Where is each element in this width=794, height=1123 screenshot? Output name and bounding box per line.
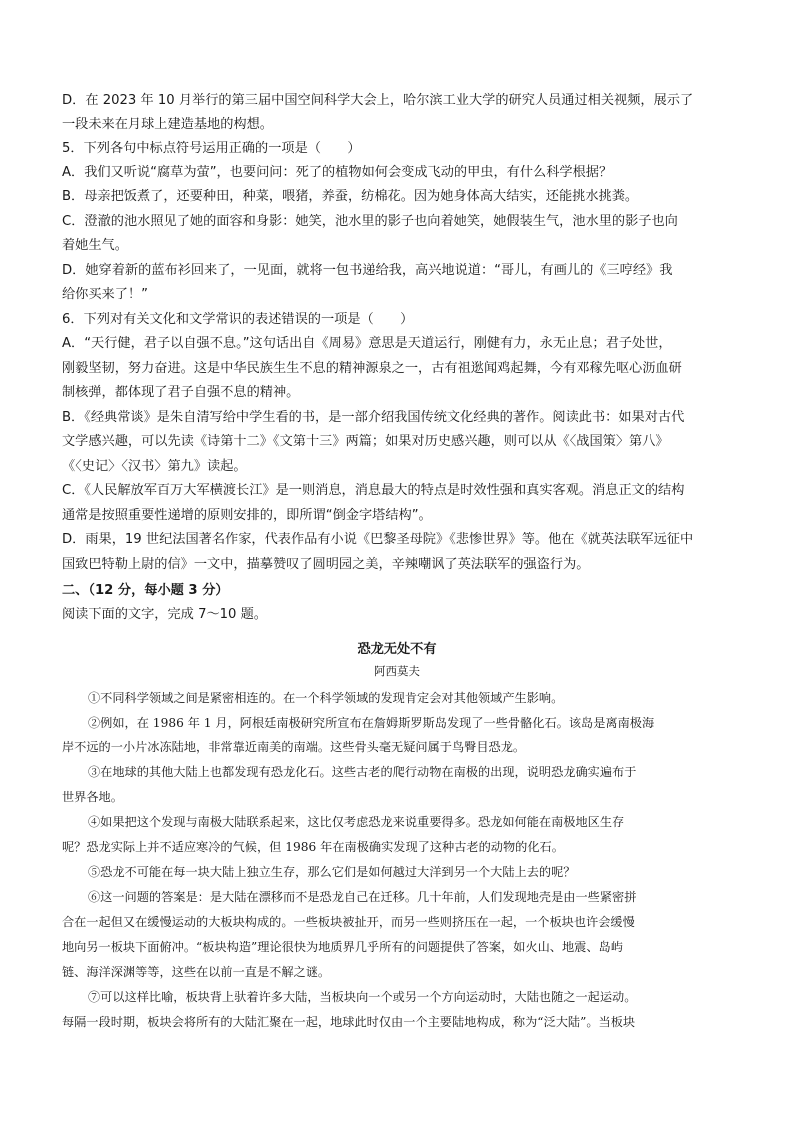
option-d: D．她穿着新的蓝布衫回来了，一见面，就将一包书递给我，高兴地说道：“哥儿，有画儿的《三哼经》我 bbox=[62, 263, 673, 278]
option-c: C．《人民解放军百万大军横渡长江》是一则消息，消息最大的特点是时效性强和真实客观。消息正文的结构 bbox=[62, 483, 685, 498]
article-author: 阿西莫夫 bbox=[374, 664, 420, 678]
paragraph-2: ②例如，在 1986 年 1 月，阿根廷南极研究所宣布在詹姆斯罗斯岛发现了一些骨骼化石。该岛是离南极海 bbox=[88, 716, 655, 730]
article-title: 恐龙无处不有 bbox=[357, 642, 437, 657]
text-line: 地向另一板块下面俯冲。“板块构造”理论很快为地质界几乎所有的问题提供了答案，如火山、地震、岛屿 bbox=[62, 940, 623, 954]
text-line: 通常是按照重要性递增的原则安排的，即所谓“倒金字塔结构”。 bbox=[62, 508, 432, 523]
paragraph-6: ⑥这一问题的答案是：是大陆在漂移而不是恐龙自己在迁移。几十年前，人们发现地壳是由一些紧密拼 bbox=[88, 890, 637, 904]
option-c: C．澄澈的池水照见了她的面容和身影：她笑，池水里的影子也向着她笑，她假装生气，池水里的影子也向 bbox=[62, 214, 678, 229]
text-line: 刚毅坚韧，努力奋进。这是中华民族生生不息的精神源泉之一，古有祖逖闻鸡起舞，今有邓稼先呕心沥血研 bbox=[62, 361, 682, 376]
text-line: 制核弹，都体现了君子自强不息的精神。 bbox=[62, 385, 300, 400]
option-d: D．雨果，19 世纪法国著名作家，代表作品有小说《巴黎圣母院》《悲惨世界》等。他在《就英法联军远征中 bbox=[62, 532, 694, 547]
option-a: A．我们又听说“腐草为萤”，也要问问：死了的植物如何会变成飞动的甲虫，有什么科学根据？ bbox=[62, 165, 613, 180]
text-line: 呢？恐龙实际上并不适应寒冷的气候，但 1986 年在南极确实发现了这种古老的动物的化石。 bbox=[62, 840, 564, 854]
paragraph-1: ①不同科学领域之间是紧密相连的。在一个科学领域的发现肯定会对其他领域产生影响。 bbox=[88, 691, 564, 705]
instruction: 阅读下面的文字，完成 7～10 题。 bbox=[62, 607, 267, 622]
option-b: B．母亲把饭煮了，还要种田，种菜，喂猪，养蚕，纺棉花。因为她身体高大结实，还能挑水挑粪。 bbox=[62, 189, 639, 204]
option-b: B．《经典常谈》是朱自清写给中学生看的书，是一部介绍我国传统文化经典的著作。阅读此书：如果对古代 bbox=[62, 410, 685, 425]
text-line: 一段未来在月球上建造基地的构想。 bbox=[62, 117, 273, 132]
option-a: A．“天行健，君子以自强不息。”这句话出自《周易》意思是天道运行，刚健有力，永无止息；君子处世， bbox=[62, 336, 672, 351]
text-line: 着她生气。 bbox=[62, 238, 128, 253]
text-line: 世界各地。 bbox=[62, 790, 123, 804]
text-line: 给你买来了！” bbox=[62, 287, 148, 302]
paragraph-4: ④如果把这个发现与南极大陆联系起来，这比仅考虑恐龙来说重要得多。恐龙如何能在南极地区生存 bbox=[88, 815, 625, 829]
section-header: 二、（12 分，每小题 3 分） bbox=[62, 583, 229, 598]
text-line: 国致巴特勒上尉的信》一文中，描摹赞叹了圆明园之美，辛辣嘲讽了英法联军的强盗行为。 bbox=[62, 557, 590, 572]
question-5: 5．下列各句中标点符号运用正确的一项是（ ） bbox=[62, 141, 361, 156]
text-line: 合在一起但又在缓慢运动的大板块构成的。一些板块被扯开，而另一些则挤压在一起，一个板块也许会缓慢 bbox=[62, 915, 635, 929]
text-line: 链、海洋深渊等等，这些在以前一直是不解之谜。 bbox=[62, 965, 331, 979]
question-6: 6．下列对有关文化和文学常识的表述错误的一项是（ ） bbox=[62, 312, 414, 327]
paragraph-5: ⑤恐龙不可能在每一块大陆上独立生存，那么它们是如何越过大洋到另一个大陆上去的呢？ bbox=[88, 865, 576, 879]
text-line: 每隔一段时期，板块会将所有的大陆汇聚在一起，地球此时仅由一个主要陆地构成，称为“泛大陆”。当板块 bbox=[62, 1015, 636, 1029]
text-line: 岸不远的一小片冰冻陆地，非常靠近南美的南端。这些骨头毫无疑问属于鸟臀目恐龙。 bbox=[62, 740, 526, 754]
text-line: 文学感兴趣，可以先读《诗第十二》《文第十三》两篇；如果对历史感兴趣，则可以从《〈战国策〉第八》 bbox=[62, 434, 669, 449]
paragraph-7: ⑦可以这样比喻，板块背上驮着许多大陆，当板块向一个或另一个方向运动时，大陆也随之一起运动。 bbox=[88, 990, 637, 1004]
paragraph-3: ③在地球的其他大陆上也都发现有恐龙化石。这些古老的爬行动物在南极的出现，说明恐龙确实遍布于 bbox=[88, 765, 637, 779]
text-line: 《〈史记〉〈汉书〉第九》读起。 bbox=[62, 459, 247, 474]
text-line: D．在 2023 年 10 月举行的第三届中国空间科学大会上，哈尔滨工业大学的研究人员通过相关视频，展示了 bbox=[62, 93, 694, 108]
